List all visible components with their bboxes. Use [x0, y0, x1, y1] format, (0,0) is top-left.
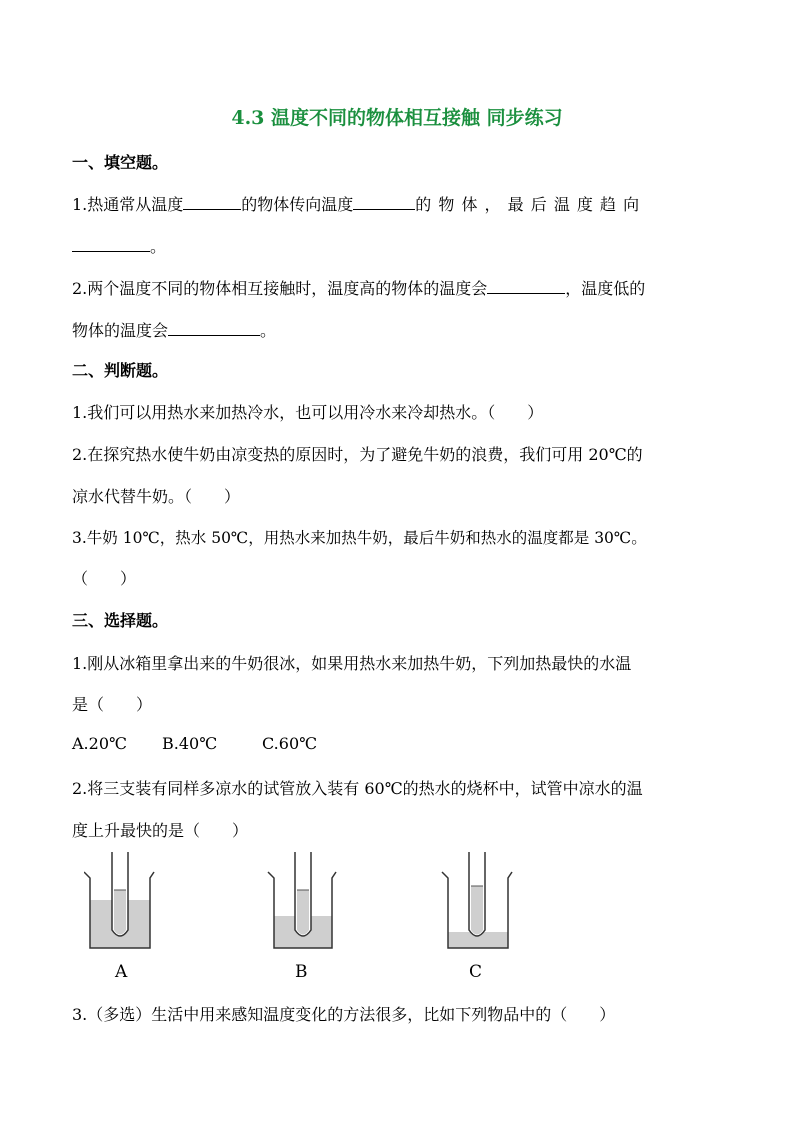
- question-3-3: 3.（多选）生活中用来感知温度变化的方法很多，比如下列物品中的（ ）: [72, 1005, 616, 1024]
- beaker-b: [268, 852, 336, 948]
- figure-label-c: C: [469, 962, 483, 982]
- question-3-2-cont: 度上升最快的是（ ）: [72, 821, 249, 840]
- figure-label-b: B: [295, 962, 308, 982]
- question-2-3-cont: （ ）: [72, 569, 137, 588]
- section-heading-true-false: 二、判断题。: [72, 361, 169, 380]
- question-3-1-options: [72, 734, 317, 753]
- question-3-1-cont: 是（ ）: [72, 695, 153, 714]
- beaker-c: [442, 852, 512, 948]
- question-2-3: 3.牛奶 10℃，热水 50℃，用热水来加热牛奶，最后牛奶和热水的温度都是 30℃。: [72, 529, 647, 547]
- option-a[interactable]: A.20℃: [72, 734, 127, 753]
- question-2-2-cont: 凉水代替牛奶。（ ）: [72, 487, 241, 506]
- answer-blank[interactable]: [168, 321, 260, 336]
- answer-blank[interactable]: [487, 279, 565, 294]
- question-1-2: 2.两个温度不同的物体相互接触时，温度高的物体的温度会 ，温度低的: [72, 279, 646, 298]
- option-c[interactable]: C.60℃: [262, 734, 318, 753]
- answer-blank[interactable]: [353, 195, 415, 210]
- question-1-1: 1.热通常从温度 的物体传向温度 的 物 体 ， 最 后 温 度 趋 向: [72, 195, 641, 214]
- section-heading-choice: 三、选择题。: [72, 611, 169, 630]
- question-2-1: 1.我们可以用热水来加热冷水，也可以用冷水来冷却热水。（ ）: [72, 403, 544, 422]
- figure-label-a: A: [115, 962, 128, 982]
- answer-blank[interactable]: [72, 237, 150, 252]
- beaker-a: [84, 852, 154, 948]
- question-1-1-cont: 。: [72, 234, 166, 257]
- question-3-1: 1.刚从冰箱里拿出来的牛奶很冰，如果用热水来加热牛奶，下列加热最快的水温: [72, 654, 632, 673]
- answer-blank[interactable]: [183, 195, 241, 210]
- question-3-2: 2.将三支装有同样多凉水的试管放入装有 60℃的热水的烧杯中，试管中凉水的温: [72, 779, 643, 798]
- document-title: 4.3 温度不同的物体相互接触 同步练习: [231, 107, 563, 129]
- question-2-2: 2.在探究热水使牛奶由凉变热的原因时，为了避免牛奶的浪费，我们可用 20℃的: [72, 445, 643, 464]
- question-1-2-cont: 物体的温度会 。: [72, 321, 277, 340]
- section-heading-fill-blank: 一、填空题。: [72, 153, 169, 172]
- option-b[interactable]: B.40℃: [162, 734, 218, 753]
